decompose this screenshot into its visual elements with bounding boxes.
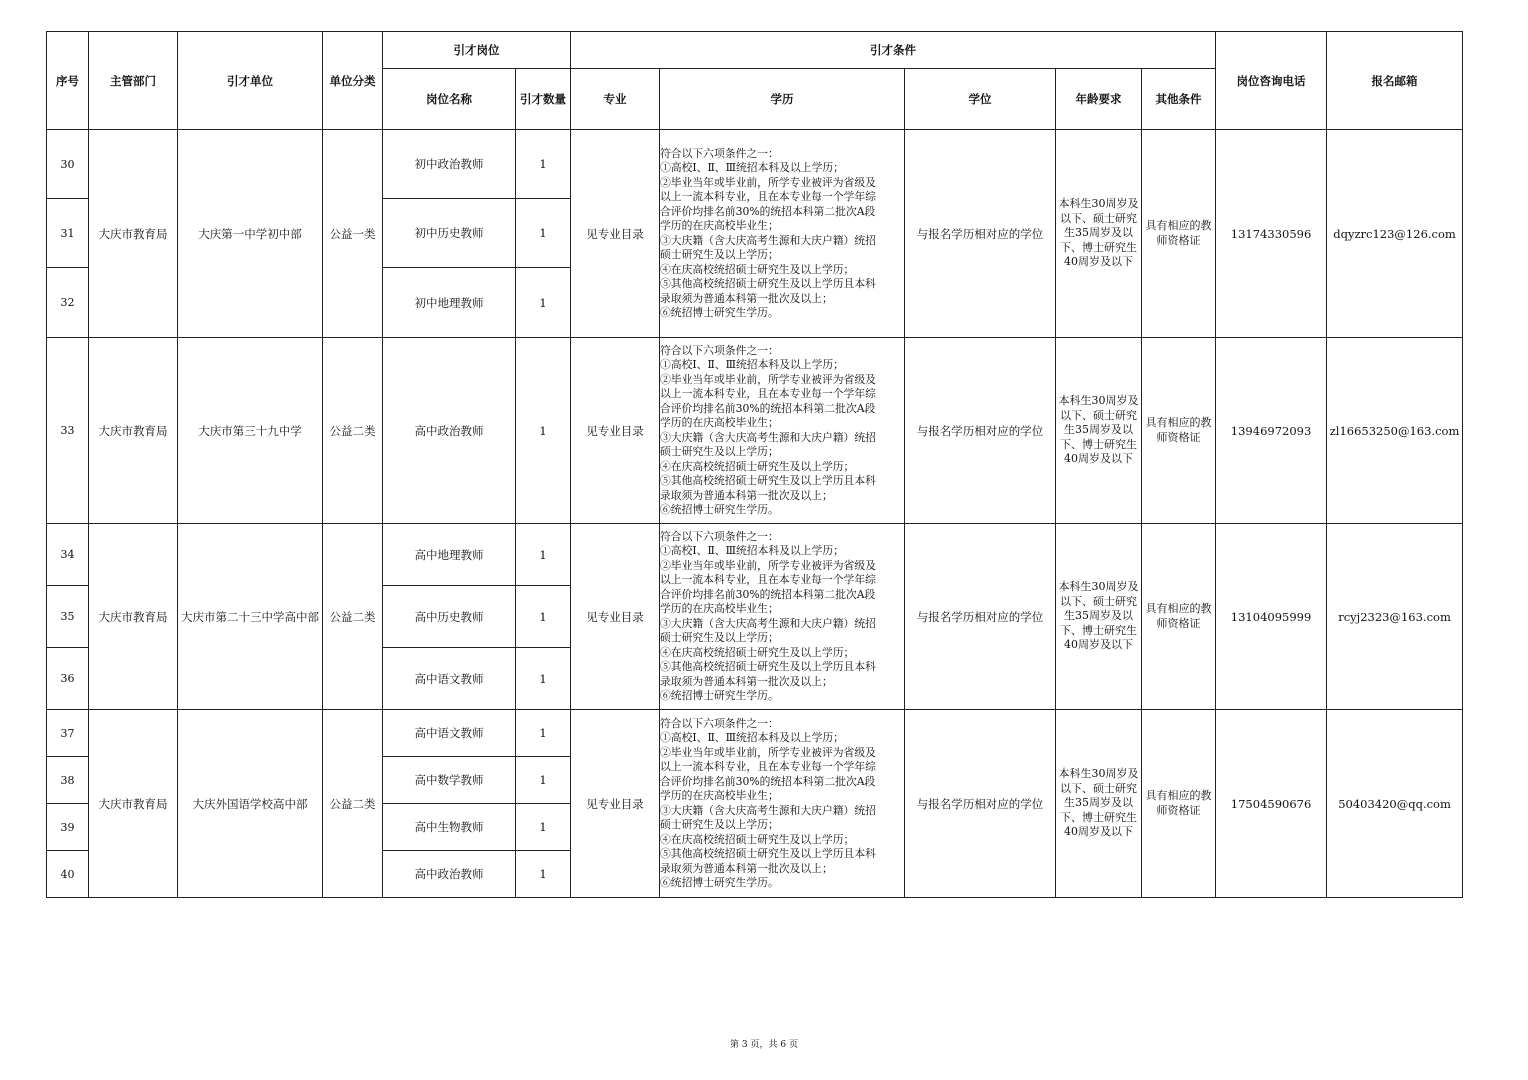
education-line: ⑥统招博士研究生学历。: [660, 503, 779, 516]
seq-cell: 38: [47, 757, 89, 804]
dept-cell: 大庆市教育局: [89, 710, 178, 898]
education-line: ①高校Ⅰ、Ⅱ、Ⅲ统招本科及以上学历；: [660, 161, 844, 174]
count-cell: 1: [516, 710, 571, 757]
education-line: ②毕业当年或毕业前，所学专业被评为省级及: [660, 372, 876, 386]
email-cell: dqyzrc123@126.com: [1327, 130, 1463, 338]
age-cell: 本科生30周岁及以下、硕士研究生35周岁及以下、博士研究生40周岁及以下: [1056, 524, 1142, 710]
education-line: ④在庆高校统招硕士研究生及以上学历；: [660, 262, 855, 276]
education-line: ⑤其他高校统招硕士研究生及以上学历且本科: [660, 660, 876, 673]
header-post-name: 岗位名称: [383, 69, 516, 130]
dept-cell: 大庆市教育局: [89, 130, 178, 338]
education-line: ②毕业当年或毕业前，所学专业被评为省级及: [660, 558, 876, 572]
education-line: ①高校Ⅰ、Ⅱ、Ⅲ统招本科及以上学历；: [660, 544, 844, 557]
count-cell: 1: [516, 338, 571, 524]
seq-cell: 36: [47, 648, 89, 710]
header-count: 引才数量: [516, 69, 571, 130]
post-name-cell: 高中数学教师: [383, 757, 516, 804]
seq-cell: 37: [47, 710, 89, 757]
age-cell: 本科生30周岁及以下、硕士研究生35周岁及以下、博士研究生40周岁及以下: [1056, 710, 1142, 898]
degree-cell: 与报名学历相对应的学位: [905, 524, 1056, 710]
education-line: 学历的在庆高校毕业生；: [660, 789, 779, 802]
education-cell: [660, 130, 905, 338]
education-line: ⑤其他高校统招硕士研究生及以上学历且本科: [660, 277, 876, 290]
unit-cell: 大庆第一中学初中部: [178, 130, 323, 338]
header-unit: 引才单位: [178, 32, 323, 130]
table-row: [47, 710, 1463, 757]
education-line: 录取须为普通本科第一批次及以上；: [660, 488, 833, 502]
header-dept: 主管部门: [89, 32, 178, 130]
email-cell: zl16653250@163.com: [1327, 338, 1463, 524]
post-name-cell: 高中历史教师: [383, 586, 516, 648]
recruitment-table: [46, 31, 1463, 898]
seq-cell: 30: [47, 130, 89, 199]
header-age: 年龄要求: [1056, 69, 1142, 130]
dept-cell: 大庆市教育局: [89, 338, 178, 524]
header-other: 其他条件: [1142, 69, 1216, 130]
table-row: [47, 130, 1463, 199]
education-line: 符合以下六项条件之一：: [660, 146, 779, 160]
education-line: 硕士研究生及以上学历；: [660, 445, 779, 458]
degree-cell: 与报名学历相对应的学位: [905, 130, 1056, 338]
header-category: 单位分类: [323, 32, 383, 130]
post-name-cell: 高中生物教师: [383, 804, 516, 851]
education-line: 以上一流本科专业，且在本专业每一个学年综: [660, 573, 876, 586]
table-header: [47, 32, 1463, 130]
education-line: ⑤其他高校统招硕士研究生及以上学历且本科: [660, 474, 876, 487]
category-cell: 公益二类: [323, 338, 383, 524]
post-name-cell: 高中语文教师: [383, 648, 516, 710]
seq-cell: 34: [47, 524, 89, 586]
post-name-cell: 高中政治教师: [383, 338, 516, 524]
education-line: ⑤其他高校统招硕士研究生及以上学历且本科: [660, 847, 876, 860]
education-line: ③大庆籍（含大庆高考生源和大庆户籍）统招: [660, 616, 876, 630]
other-conditions-cell: 具有相应的教师资格证: [1142, 130, 1216, 338]
education-line: ④在庆高校统招硕士研究生及以上学历；: [660, 832, 855, 846]
education-line: 符合以下六项条件之一：: [660, 529, 779, 543]
post-name-cell: 高中地理教师: [383, 524, 516, 586]
education-line: 以上一流本科专业，且在本专业每一个学年综: [660, 760, 876, 773]
major-cell: 见专业目录: [571, 338, 660, 524]
table-row: [47, 524, 1463, 586]
seq-cell: 35: [47, 586, 89, 648]
email-cell: 50403420@qq.com: [1327, 710, 1463, 898]
count-cell: 1: [516, 586, 571, 648]
education-line: ③大庆籍（含大庆高考生源和大庆户籍）统招: [660, 803, 876, 817]
education-line: ③大庆籍（含大庆高考生源和大庆户籍）统招: [660, 430, 876, 444]
education-line: ①高校Ⅰ、Ⅱ、Ⅲ统招本科及以上学历；: [660, 358, 844, 371]
age-cell: 本科生30周岁及以下、硕士研究生35周岁及以下、博士研究生40周岁及以下: [1056, 130, 1142, 338]
education-cell: [660, 710, 905, 898]
phone-cell: 13104095999: [1216, 524, 1327, 710]
education-line: ⑥统招博士研究生学历。: [660, 876, 779, 889]
education-line: 学历的在庆高校毕业生；: [660, 416, 779, 429]
education-line: 录取须为普通本科第一批次及以上；: [660, 861, 833, 875]
education-line: 以上一流本科专业，且在本专业每一个学年综: [660, 387, 876, 400]
unit-cell: 大庆外国语学校高中部: [178, 710, 323, 898]
phone-cell: 13946972093: [1216, 338, 1327, 524]
education-line: ①高校Ⅰ、Ⅱ、Ⅲ统招本科及以上学历；: [660, 731, 844, 744]
seq-cell: 31: [47, 199, 89, 268]
education-line: 学历的在庆高校毕业生；: [660, 602, 779, 615]
education-line: 硕士研究生及以上学历；: [660, 248, 779, 261]
unit-cell: 大庆市第三十九中学: [178, 338, 323, 524]
education-line: 学历的在庆高校毕业生；: [660, 219, 779, 232]
education-cell: [660, 338, 905, 524]
email-cell: rcyj2323@163.com: [1327, 524, 1463, 710]
major-cell: 见专业目录: [571, 524, 660, 710]
post-name-cell: 初中历史教师: [383, 199, 516, 268]
count-cell: 1: [516, 130, 571, 199]
major-cell: 见专业目录: [571, 130, 660, 338]
education-line: 录取须为普通本科第一批次及以上；: [660, 674, 833, 688]
post-name-cell: 初中政治教师: [383, 130, 516, 199]
header-post-group: 引才岗位: [383, 32, 571, 69]
page-footer: 第 3 页，共 6 页: [730, 1040, 798, 1050]
degree-cell: 与报名学历相对应的学位: [905, 338, 1056, 524]
header-email: 报名邮箱: [1327, 32, 1463, 130]
major-cell: 见专业目录: [571, 710, 660, 898]
education-line: ④在庆高校统招硕士研究生及以上学历；: [660, 645, 855, 659]
education-line: 符合以下六项条件之一：: [660, 343, 779, 357]
category-cell: 公益一类: [323, 130, 383, 338]
post-name-cell: 高中语文教师: [383, 710, 516, 757]
education-line: 合评价均排名前30%的统招本科第二批次A段: [660, 204, 876, 218]
education-line: ③大庆籍（含大庆高考生源和大庆户籍）统招: [660, 233, 876, 247]
education-cell: [660, 524, 905, 710]
dept-cell: 大庆市教育局: [89, 524, 178, 710]
count-cell: 1: [516, 757, 571, 804]
category-cell: 公益二类: [323, 524, 383, 710]
other-conditions-cell: 具有相应的教师资格证: [1142, 524, 1216, 710]
education-line: 合评价均排名前30%的统招本科第二批次A段: [660, 401, 876, 415]
phone-cell: 13174330596: [1216, 130, 1327, 338]
header-seq: 序号: [47, 32, 89, 130]
seq-cell: 33: [47, 338, 89, 524]
education-line: ②毕业当年或毕业前，所学专业被评为省级及: [660, 175, 876, 189]
seq-cell: 39: [47, 804, 89, 851]
header-education: 学历: [660, 69, 905, 130]
degree-cell: 与报名学历相对应的学位: [905, 710, 1056, 898]
header-major: 专业: [571, 69, 660, 130]
unit-cell: 大庆市第二十三中学高中部: [178, 524, 323, 710]
count-cell: 1: [516, 851, 571, 898]
post-name-cell: 初中地理教师: [383, 268, 516, 338]
education-line: ⑥统招博士研究生学历。: [660, 306, 779, 319]
education-line: 合评价均排名前30%的统招本科第二批次A段: [660, 587, 876, 601]
count-cell: 1: [516, 199, 571, 268]
count-cell: 1: [516, 524, 571, 586]
age-cell: 本科生30周岁及以下、硕士研究生35周岁及以下、博士研究生40周岁及以下: [1056, 338, 1142, 524]
header-degree: 学位: [905, 69, 1056, 130]
count-cell: 1: [516, 804, 571, 851]
count-cell: 1: [516, 648, 571, 710]
header-phone: 岗位咨询电话: [1216, 32, 1327, 130]
education-line: ④在庆高校统招硕士研究生及以上学历；: [660, 459, 855, 473]
education-line: ②毕业当年或毕业前，所学专业被评为省级及: [660, 745, 876, 759]
education-line: 符合以下六项条件之一：: [660, 716, 779, 730]
education-line: 硕士研究生及以上学历；: [660, 631, 779, 644]
category-cell: 公益二类: [323, 710, 383, 898]
education-line: ⑥统招博士研究生学历。: [660, 689, 779, 702]
table-body: [47, 130, 1463, 898]
count-cell: 1: [516, 268, 571, 338]
other-conditions-cell: 具有相应的教师资格证: [1142, 338, 1216, 524]
post-name-cell: 高中政治教师: [383, 851, 516, 898]
table-row: [47, 338, 1463, 524]
seq-cell: 40: [47, 851, 89, 898]
seq-cell: 32: [47, 268, 89, 338]
education-line: 以上一流本科专业，且在本专业每一个学年综: [660, 190, 876, 203]
phone-cell: 17504590676: [1216, 710, 1327, 898]
education-line: 合评价均排名前30%的统招本科第二批次A段: [660, 774, 876, 788]
education-line: 硕士研究生及以上学历；: [660, 818, 779, 831]
education-line: 录取须为普通本科第一批次及以上；: [660, 291, 833, 305]
header-conditions-group: 引才条件: [571, 32, 1216, 69]
other-conditions-cell: 具有相应的教师资格证: [1142, 710, 1216, 898]
